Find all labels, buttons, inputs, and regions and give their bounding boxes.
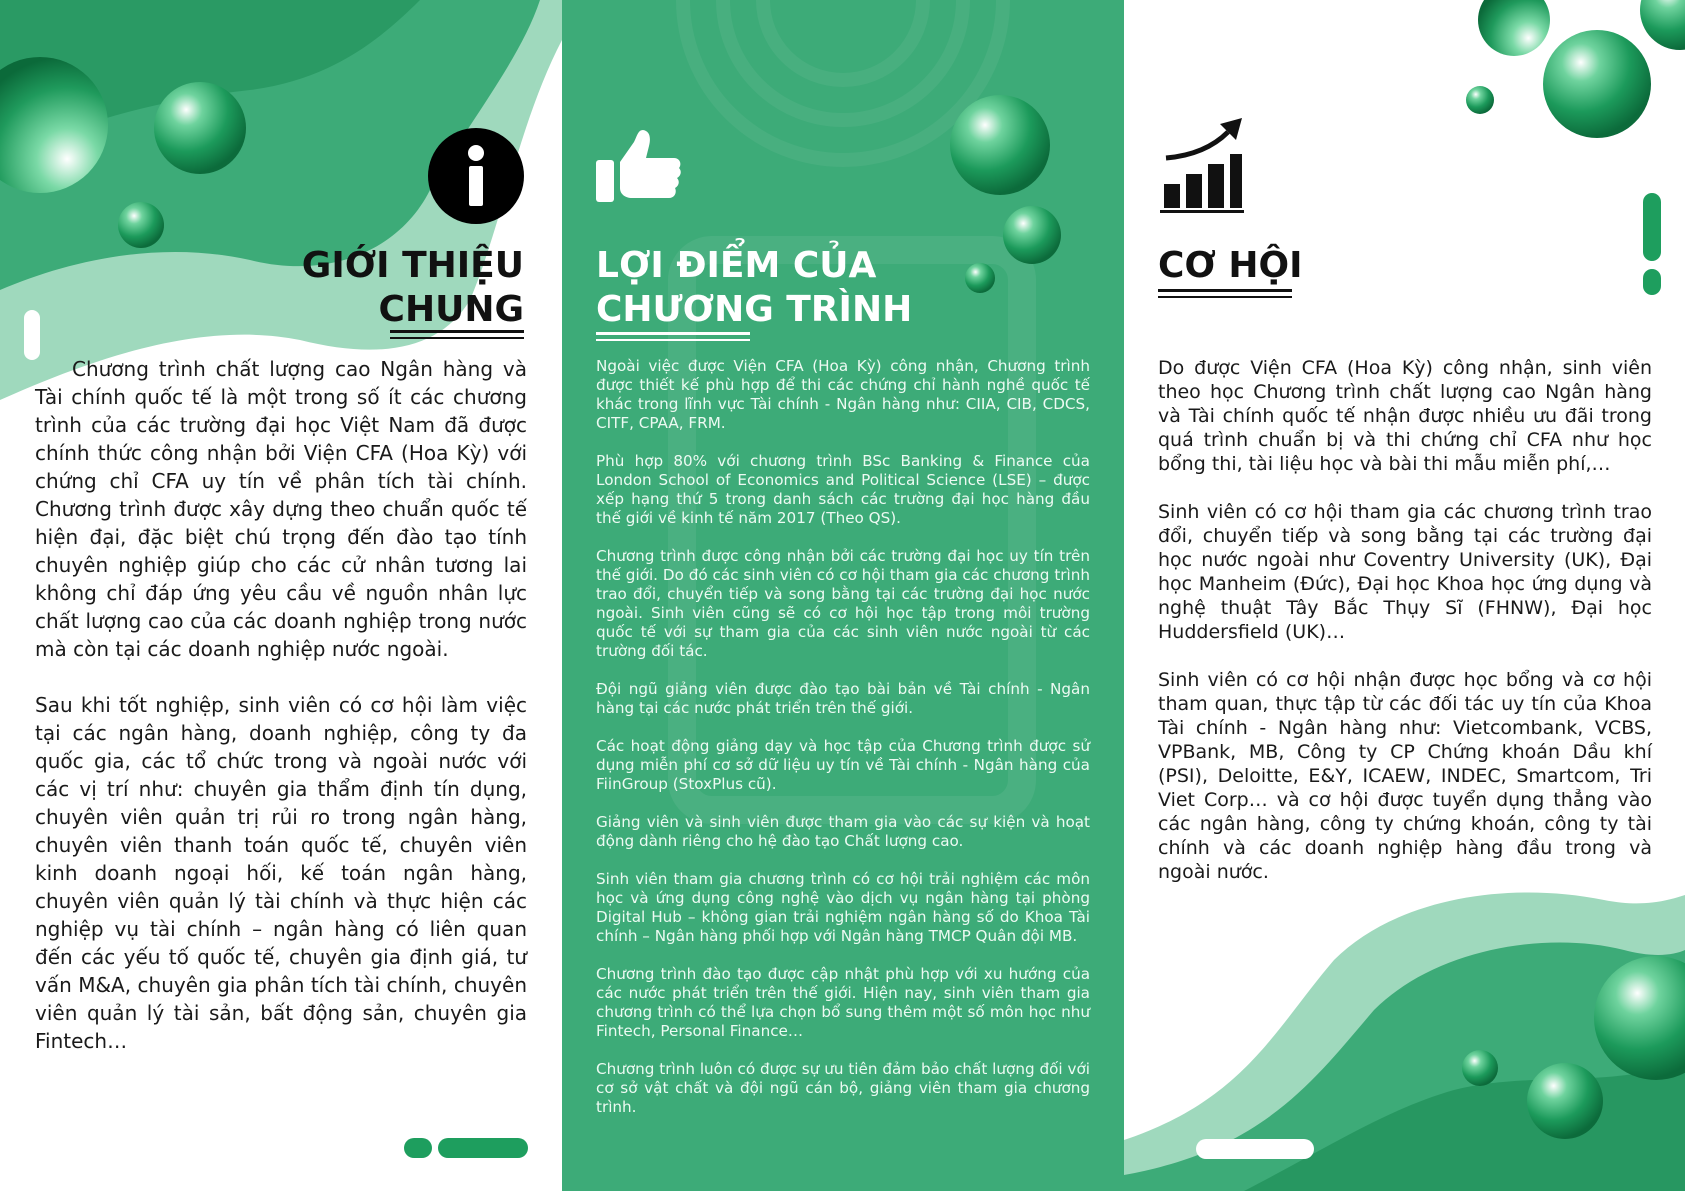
decorative-sphere [118,202,164,248]
panel-introduction [0,0,562,1191]
decorative-sphere [965,263,995,293]
paragraph: Chương trình được công nhận bởi các trường đại học uy tín trên thế giới. Do đó các sinh viên có cơ hội tham gia các chương trình trao đổi, chuyển tiếp và song bằng tại các trường đại học nước ngoài. Sinh viên cũng sẽ có cơ hội học tập trong môi trường quốc tế với sự tham gia của các sinh viên nước ngoài từ các trường đối tác. [596,547,1090,660]
advantages-body [596,357,1090,1136]
growth-chart-icon [1160,118,1246,214]
paragraph: Sinh viên tham gia chương trình có cơ hội trải nghiệm các môn học và ứng dụng công nghệ vào dịch vụ ngân hàng tại phòng Digital Hub – không gian trải nghiệm ngân hàng số do Khoa Tài chính – Ngân hàng phối hợp với Ngân hàng TMCP Quân đội MB. [596,870,1090,945]
title-line-2: CHƯƠNG TRÌNH [596,289,913,330]
title-underline [596,332,750,335]
decorative-pill [404,1138,432,1158]
decorative-sphere [154,82,246,174]
decorative-sphere [950,95,1050,195]
panel-advantages [562,0,1124,1191]
paragraph: Phù hợp 80% với chương trình BSc Banking & Finance của London School of Economics and Political Science (LSE) – được xếp hạng thứ 5 trong danh sách các trường đại học hàng đầu thế giới về kinh tế năm 2017 (Theo QS). [596,452,1090,527]
title-underline [596,339,750,341]
paragraph: Các hoạt động giảng dạy và học tập của Chương trình được sử dụng miễn phí cơ sở dữ liệu uy tín về Tài chính - Ngân hàng của FiinGroup (StoxPlus cũ). [596,737,1090,793]
title-line-1: GIỚI THIỆU [301,245,524,286]
paragraph: Đội ngũ giảng viên được đào tạo bài bản về Tài chính - Ngân hàng tại các nước phát triển trên thế giới. [596,680,1090,717]
paragraph: Chương trình đào tạo được cập nhật phù hợp với xu hướng của các nước phát triển trên thế giới. Hiện nay, sinh viên tham gia chương trình có thể lựa chọn bổ sung thêm một số môn học như Fintech, Personal Finance… [596,965,1090,1040]
decorative-sphere [1543,30,1651,138]
decorative-pill [1196,1139,1314,1159]
intro-body [35,355,527,1083]
paragraph: Sinh viên có cơ hội nhận được học bổng và cơ hội tham quan, thực tập từ các đối tác uy tín của Khoa Tài chính - Ngân hàng như: Vietcombank, VCBS, VPBank, MB, Công ty CP Chứng khoán Dầu khí (PSI), Deloitte, E&Y, ICAEW, INDEC, Smartcom, Tri Viet Corp… và cơ hội được tuyển dụng thẳng vào các ngân hàng, công ty chứng khoán, công ty tài chính và các doanh nghiệp hàng đầu trong và ngoài nước. [1158,669,1652,883]
decorative-sphere [1003,206,1061,264]
title-underline [1158,289,1292,292]
decorative-pill [438,1138,528,1158]
decorative-sphere [1462,1050,1498,1086]
decorative-pill [1643,193,1661,261]
info-icon [428,128,524,224]
title-underline [1158,296,1292,298]
decorative-sphere [1466,86,1494,114]
paragraph: Ngoài việc được Viện CFA (Hoa Kỳ) công nhận, Chương trình được thiết kế phù hợp để thi các chứng chỉ hành nghề quốc tế khác trong lĩnh vực Tài chính - Ngân hàng như: CIIA, CIB, CDCS, CITF, CPAA, FRM. [596,357,1090,432]
paragraph: Sinh viên có cơ hội tham gia các chương trình trao đổi, chuyển tiếp và song bằng tại các trường đại học nước ngoài như Coventry University (UK), Đại học Manheim (Đức), Đại học Khoa học ứng dụng và nghệ thuật Tây Bắc Thụy Sĩ (FHNW), Đại học Huddersfield (UK)… [1158,501,1652,643]
panel-opportunities [1124,0,1685,1191]
paragraph: Chương trình chất lượng cao Ngân hàng và Tài chính quốc tế là một trong số ít các chương trình của các trường đại học Việt Nam đã được chính thức công nhận bởi Viện CFA (Hoa Kỳ) với chứng chỉ CFA uy tín về phân tích tài chính. Chương trình được xây dựng theo chuẩn quốc tế hiện đại, đặc biệt chú trọng đến đào tạo tính chuyên nghiệp giúp cho các cử nhân tương lai không chỉ đáp ứng yêu cầu về nguồn nhân lực chất lượng cao của các doanh nghiệp trong nước mà còn tại các doanh nghiệp nước ngoài. [35,357,527,661]
paragraph: Chương trình luôn có được sự ưu tiên đảm bảo chất lượng đối với cơ sở vật chất và đội ngũ cán bộ, giảng viên tham gia chương trình. [596,1060,1090,1116]
decorative-pill [1643,269,1661,295]
decorative-sphere [1640,0,1685,50]
opportunities-body [1158,356,1652,908]
section-title [596,244,912,332]
decorative-pill [24,310,40,360]
thumbs-up-icon [596,128,682,204]
paragraph: Do được Viện CFA (Hoa Kỳ) công nhận, sinh viên theo học Chương trình chất lượng cao Ngân hàng và Tài chính quốc tế nhận được nhiều ưu đãi trong quá trình chuẩn bị và thi chứng chỉ CFA như học bổng thi, tài liệu học và bài thi mẫu miễn phí,… [1158,357,1652,475]
title-underline [390,337,524,339]
decorative-sphere [1478,0,1550,56]
title-line-1: LỢI ĐIỂM CỦA [596,245,877,286]
decorative-sphere [1527,1063,1603,1139]
section-title [302,244,524,332]
paragraph: Sau khi tốt nghiệp, sinh viên có cơ hội làm việc tại các ngân hàng, doanh nghiệp, công ty đa quốc gia, các tổ chức trong và ngoài nước với các vị trí như: chuyên gia thẩm định tín dụng, chuyên viên quản trị rủi ro trong ngân hàng, chuyên viên thanh toán quốc tế, chuyên viên kinh doanh ngoại hối, kế toán ngân hàng, chuyên viên quản lý tài chính và thực hiện các nghiệp vụ tài chính – ngân hàng có liên quan đến các yếu tố quốc tế, chuyên gia định giá, tư vấn M&A, chuyên gia phân tích tài chính, chuyên viên quản lý tài sản, bất động sản, chuyên gia Fintech… [35,693,527,1053]
title-line-2: CHUNG [378,289,524,330]
title-underline [390,330,524,333]
paragraph: Giảng viên và sinh viên được tham gia vào các sự kiện và hoạt động dành riêng cho hệ đào tạo Chất lượng cao. [596,813,1090,850]
section-title: CƠ HỘI [1158,245,1303,286]
